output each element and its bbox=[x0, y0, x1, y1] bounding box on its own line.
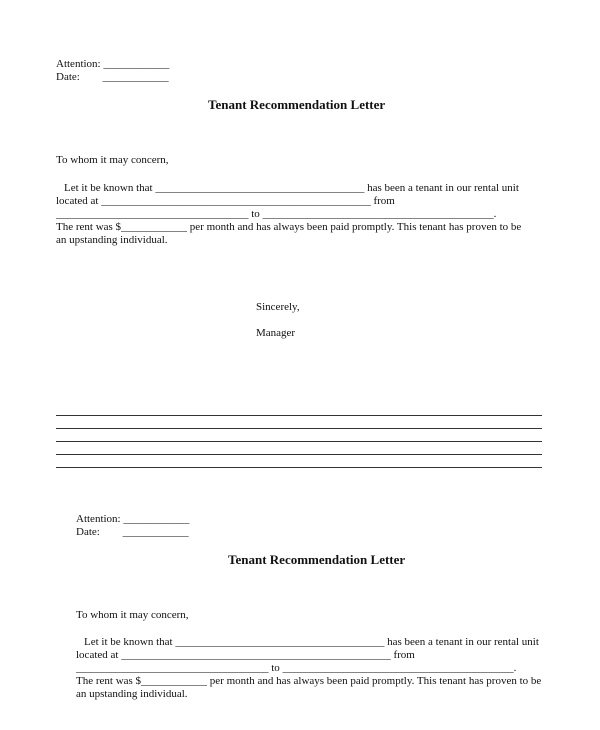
separator-rule bbox=[56, 441, 542, 442]
address-prefix: located at bbox=[76, 649, 119, 661]
end-date-blank: __________________________________________. bbox=[262, 208, 497, 220]
letter-title: Tenant Recommendation Letter bbox=[208, 97, 386, 112]
from-word: from bbox=[393, 649, 415, 661]
tenant-name-blank: ______________________________________ bbox=[155, 182, 365, 194]
tenant-prefix: Let it be known that bbox=[64, 182, 153, 194]
body-line-2 bbox=[56, 195, 395, 208]
body-line-4-2: The rent was $____________ per month and has always been paid promptly. This tenant has proven to be bbox=[76, 675, 542, 687]
body-line-5-2: an upstanding individual. bbox=[76, 688, 188, 700]
salutation-2: To whom it may concern, bbox=[76, 609, 189, 621]
separator-rule bbox=[56, 415, 542, 416]
body-line-4: The rent was $____________ per month and has always been paid promptly. This tenant has proven to be bbox=[56, 221, 522, 233]
attention-blank: ____________ bbox=[123, 513, 190, 525]
address-blank: _________________________________________________ bbox=[121, 649, 391, 661]
body-line-3 bbox=[56, 208, 496, 221]
start-date-blank: ___________________________________ bbox=[56, 208, 249, 220]
body-line-1-2 bbox=[84, 636, 539, 649]
signature: Manager bbox=[256, 327, 296, 339]
body-line-5: an upstanding individual. bbox=[56, 234, 168, 246]
attention-label: Attention: bbox=[76, 513, 121, 525]
tenant-suffix: has been a tenant in our rental unit bbox=[367, 182, 519, 194]
body-line-2-2 bbox=[76, 649, 415, 662]
attention-label: Attention: bbox=[56, 58, 101, 70]
separator-rule bbox=[56, 428, 542, 429]
attention-line bbox=[56, 58, 169, 71]
body-line-3-2 bbox=[76, 662, 516, 675]
separator-rule bbox=[56, 454, 542, 455]
date-blank: ____________ bbox=[102, 71, 169, 83]
date-blank: ____________ bbox=[122, 526, 189, 538]
date-label: Date: bbox=[76, 526, 100, 538]
body-line-1 bbox=[64, 182, 519, 195]
tenant-suffix: has been a tenant in our rental unit bbox=[387, 636, 539, 648]
date-line bbox=[56, 71, 169, 84]
date-label: Date: bbox=[56, 71, 80, 83]
tenant-prefix: Let it be known that bbox=[84, 636, 173, 648]
to-word: to bbox=[271, 662, 280, 674]
salutation: To whom it may concern, bbox=[56, 154, 169, 166]
date-line-2 bbox=[76, 526, 189, 539]
tenant-name-blank: ______________________________________ bbox=[175, 636, 385, 648]
separator-rule bbox=[56, 467, 542, 468]
attention-blank: ____________ bbox=[103, 58, 170, 70]
to-word: to bbox=[251, 208, 260, 220]
from-word: from bbox=[373, 195, 395, 207]
start-date-blank: ___________________________________ bbox=[76, 662, 269, 674]
end-date-blank: __________________________________________. bbox=[282, 662, 517, 674]
address-prefix: located at bbox=[56, 195, 99, 207]
address-blank: _________________________________________________ bbox=[101, 195, 371, 207]
closing: Sincerely, bbox=[256, 301, 300, 313]
letter-title-2: Tenant Recommendation Letter bbox=[228, 552, 406, 567]
attention-line-2 bbox=[76, 513, 189, 526]
